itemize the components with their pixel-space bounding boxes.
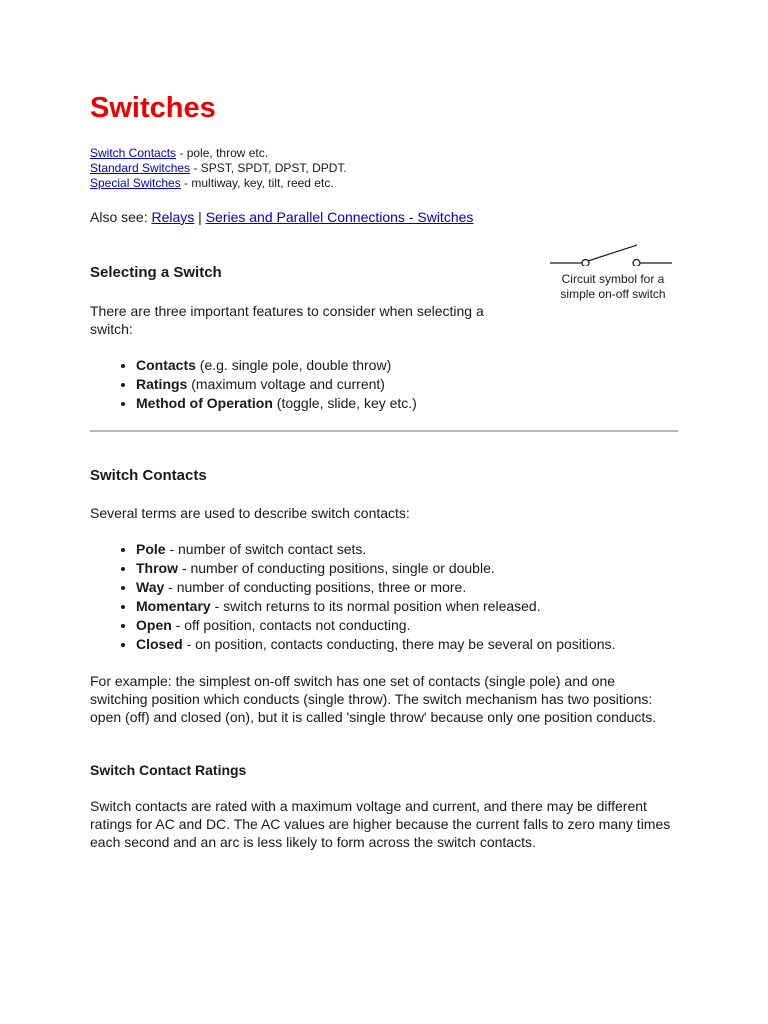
switch-symbol-caption	[548, 272, 678, 302]
toc-item	[90, 161, 347, 176]
also-see-separator: |	[194, 209, 206, 225]
series-parallel-link[interactable]: Series and Parallel Connections - Switches	[205, 209, 474, 225]
toc-item	[90, 146, 347, 161]
toc-desc: - multiway, key, tilt, reed etc.	[180, 176, 334, 190]
term-desc: - number of switch contact sets.	[165, 541, 367, 557]
term-desc: - off position, contacts not conducting.	[171, 617, 411, 633]
term: Throw	[136, 560, 178, 576]
caption-line: Circuit symbol for a	[561, 272, 665, 286]
toc-link-standard-switches[interactable]: Standard Switches	[90, 161, 191, 175]
toc-link-special-switches[interactable]: Special Switches	[90, 176, 181, 190]
list-item	[136, 375, 417, 394]
list-item	[136, 559, 615, 578]
list-item	[136, 578, 615, 597]
on-off-switch-symbol-icon	[548, 238, 678, 266]
feature-term: Ratings	[136, 376, 188, 392]
feature-desc: (maximum voltage and current)	[187, 376, 385, 392]
example-paragraph: For example: the simplest on-off switch has one set of contacts (single pole) and one switching position which conducts (single throw). The switch mechanism has two positions: open (off) and closed (on), but it is called 'single throw' because only one position conducts.	[90, 673, 657, 725]
ratings-paragraph: Switch contacts are rated with a maximum voltage and current, and there may be different ratings for AC and DC. The AC values are higher because the current falls to zero many times each second and an arc is less likely to form across the switch contacts.	[90, 798, 671, 850]
list-item	[136, 394, 417, 413]
term: Pole	[136, 541, 166, 557]
switch-symbol-figure	[548, 238, 678, 302]
term: Closed	[136, 636, 183, 652]
caption-line: simple on-off switch	[560, 287, 666, 301]
list-item	[136, 616, 615, 635]
term: Way	[136, 579, 165, 595]
also-see-prefix: Also see:	[90, 209, 152, 225]
term-desc: - switch returns to its normal position when released.	[210, 598, 541, 614]
term-desc: - number of conducting positions, single or double.	[178, 560, 495, 576]
page-title: Switches	[90, 92, 216, 124]
term: Open	[136, 617, 172, 633]
toc-list	[90, 146, 347, 191]
feature-desc: (toggle, slide, key etc.)	[272, 395, 417, 411]
toc-desc: - pole, throw etc.	[176, 146, 269, 160]
contacts-intro: Several terms are used to describe switch contacts:	[90, 505, 410, 521]
term-desc: - number of conducting positions, three or more.	[164, 579, 467, 595]
selecting-feature-list	[90, 356, 417, 413]
contact-ratings-heading: Switch Contact Ratings	[90, 762, 247, 778]
section-divider	[90, 430, 678, 432]
switch-contacts-heading: Switch Contacts	[90, 467, 207, 484]
term-desc: - on position, contacts conducting, there may be several on positions.	[182, 636, 616, 652]
list-item	[136, 635, 615, 654]
relays-link[interactable]: Relays	[151, 209, 195, 225]
selecting-intro: There are three important features to consider when selecting a switch:	[90, 303, 484, 337]
list-item	[136, 540, 615, 559]
list-item	[136, 356, 417, 375]
contact-terms-list	[90, 540, 615, 654]
list-item	[136, 597, 615, 616]
toc-desc: - SPST, SPDT, DPST, DPDT.	[190, 161, 347, 175]
feature-desc: (e.g. single pole, double throw)	[195, 357, 392, 373]
also-see-line	[90, 209, 473, 225]
feature-term: Method of Operation	[136, 395, 273, 411]
feature-term: Contacts	[136, 357, 196, 373]
toc-item	[90, 176, 347, 191]
term: Momentary	[136, 598, 211, 614]
selecting-heading: Selecting a Switch	[90, 264, 222, 281]
toc-link-switch-contacts[interactable]: Switch Contacts	[90, 146, 177, 160]
